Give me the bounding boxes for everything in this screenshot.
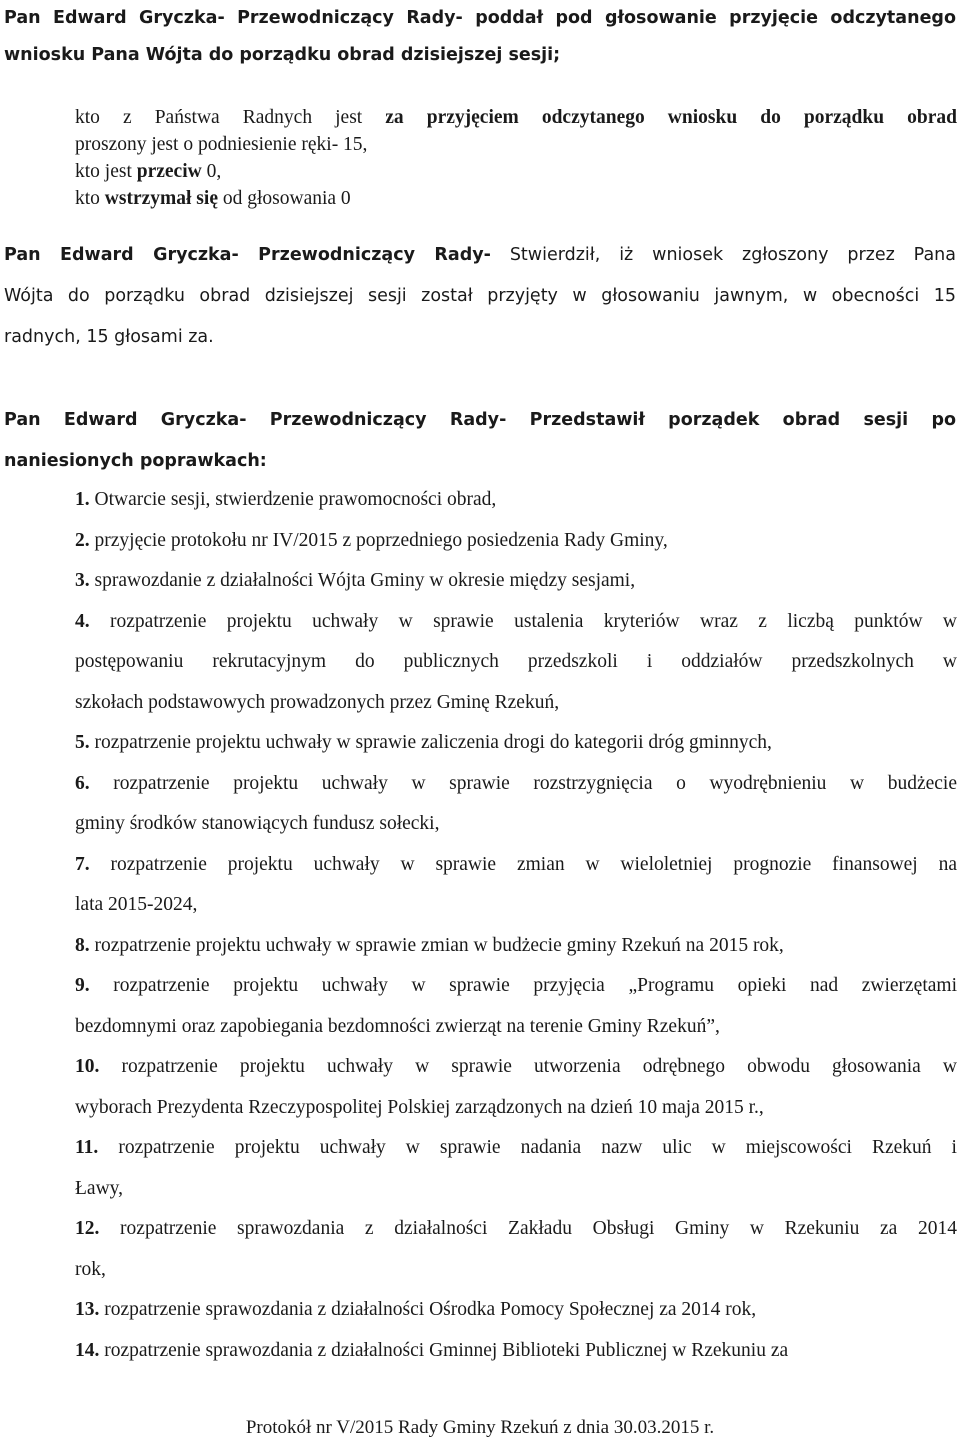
agenda-item (75, 602, 957, 724)
page-footer: Protokół nr V/2015 Rady Gminy Rzekuń z dnia 30.03.2015 r. (245, 1417, 715, 1438)
agenda-item-number: 4. (75, 610, 111, 632)
result-line-1 (4, 235, 956, 276)
agenda-item-number: 12. (75, 1218, 121, 1239)
agenda-item-number: 9. (75, 975, 114, 996)
agenda-item (75, 1209, 957, 1290)
agenda-item-number: 13. (75, 1299, 105, 1320)
vote-against-label: przeciw (136, 161, 202, 182)
agenda-item-text: Otwarcie sesji, stwierdzenie prawomocności obrad, (94, 489, 497, 510)
agenda-item-number: 8. (75, 934, 95, 956)
agenda-list (75, 480, 957, 1371)
vote-line-3-text: kto jest (75, 161, 137, 182)
agenda-item-number: 2. (75, 529, 95, 551)
agenda-item-line (75, 1250, 957, 1291)
agenda-item (75, 1128, 957, 1209)
agenda-intro-line-2: naniesionych poprawkach: (4, 450, 267, 471)
agenda-item-text: rozpatrzenie projektu uchwały w sprawie utworzenia odrębnego obwodu głosowania w (121, 1056, 958, 1077)
agenda-item-line (75, 521, 957, 562)
agenda-item-number: 10. (75, 1056, 122, 1077)
agenda-item (75, 723, 957, 764)
agenda-intro-line-1 (4, 400, 956, 441)
agenda-item-line (75, 926, 957, 967)
agenda-item (75, 561, 957, 602)
result-speaker: Pan Edward Gryczka- Przewodniczący Rady- (4, 245, 491, 265)
agenda-item-number: 7. (75, 853, 111, 875)
agenda-item-line (75, 1290, 957, 1331)
agenda-item-line (75, 1169, 957, 1210)
agenda-item-text: rozpatrzenie projektu uchwały w sprawie ustalenia kryteriów wraz z liczbą punktów w (110, 610, 957, 632)
agenda-item-line (75, 1007, 957, 1048)
agenda-item (75, 1331, 957, 1372)
agenda-item-text: Ławy, (75, 1177, 124, 1199)
vote-block (75, 104, 957, 212)
agenda-item-text: wyborach Prezydenta Rzeczypospolitej Polskiej zarządzonych na dzień 10 maja 2015 r., (75, 1096, 764, 1118)
agenda-item-text: rozpatrzenie projektu uchwały w sprawie nadania nazw ulic w miejscowości Rzekuń i (118, 1137, 957, 1158)
agenda-item-text: postępowaniu rekrutacyjnym do publicznych przedszkoli i oddziałów przedszkolnych w (75, 651, 957, 672)
agenda-item (75, 966, 957, 1047)
vote-abstain-count: od głosowania 0 (217, 188, 351, 209)
intro-paragraph (4, 0, 956, 74)
agenda-item-line (75, 804, 957, 845)
result-paragraph (4, 235, 956, 358)
agenda-item-line (75, 1128, 957, 1169)
agenda-item-text: rozpatrzenie sprawozdania z działalności Zakładu Obsługi Gminy w Rzekuniu za 2014 (120, 1218, 957, 1239)
agenda-item-text: bezdomnymi oraz zapobiegania bezdomności zwierząt na terenie Gminy Rzekuń”, (75, 1015, 720, 1037)
agenda-item-text: rozpatrzenie projektu uchwały w sprawie zaliczenia drogi do kategorii dróg gminnych, (94, 732, 772, 753)
agenda-item-line (75, 1088, 957, 1129)
agenda-item-line (75, 764, 957, 805)
agenda-item-number: 1. (75, 489, 95, 510)
intro-line-2: wniosku Pana Wójta do porządku obrad dzisiejszej sesji; (4, 45, 561, 65)
vote-line-3 (75, 158, 957, 185)
vote-line-4 (75, 185, 957, 212)
agenda-item-line (75, 561, 957, 602)
agenda-intro (4, 400, 956, 481)
agenda-item-line (75, 602, 957, 643)
agenda-item-number: 14. (75, 1339, 105, 1361)
agenda-item (75, 926, 957, 967)
agenda-item-line (75, 1209, 957, 1250)
agenda-item-line (75, 480, 957, 521)
agenda-item (75, 845, 957, 926)
result-line-2: Wójta do porządku obrad dzisiejszej sesji został przyjęty w głosowaniu jawnym, w obecności 15 (4, 286, 956, 306)
agenda-item-line (75, 723, 957, 764)
agenda-item (75, 1290, 957, 1331)
vote-line-1 (75, 104, 957, 131)
agenda-item-text: przyjęcie protokołu nr IV/2015 z poprzedniego posiedzenia Rady Gminy, (94, 529, 668, 551)
agenda-item (75, 764, 957, 845)
agenda-item-line (75, 1331, 957, 1372)
vote-abstain-label: wstrzymał się (104, 188, 218, 209)
agenda-item-line (75, 1047, 957, 1088)
agenda-item-line (75, 885, 957, 926)
result-line-3: radnych, 15 głosami za. (4, 327, 214, 347)
agenda-item-number: 5. (75, 732, 95, 753)
agenda-item-line (75, 642, 957, 683)
agenda-item-text: rozpatrzenie projektu uchwały w sprawie zmian w budżecie gminy Rzekuń na 2015 rok, (94, 934, 784, 956)
agenda-item-text: rok, (75, 1258, 106, 1280)
agenda-item-line (75, 845, 957, 886)
vote-line-4-text: kto (75, 188, 105, 209)
result-line-1-text: Stwierdził, iż wniosek zgłoszony przez Pana (490, 245, 956, 265)
agenda-item-text: szkołach podstawowych prowadzonych przez Gminę Rzekuń, (75, 691, 560, 713)
agenda-item-text: rozpatrzenie projektu uchwały w sprawie przyjęcia „Programu opieki nad zwierzętami (113, 975, 957, 996)
vote-line-1-bold: za przyjęciem odczytanego wniosku do porządku obrad (385, 107, 957, 128)
agenda-item-text: rozpatrzenie projektu uchwały w sprawie rozstrzygnięcia o wyodrębnieniu w budżecie (113, 772, 958, 794)
agenda-item-text: gminy środków stanowiących fundusz sołecki, (75, 813, 440, 834)
agenda-item-text: rozpatrzenie sprawozdania z działalności Ośrodka Pomocy Społecznej za 2014 rok, (104, 1299, 757, 1320)
agenda-intro-speaker: Pan Edward Gryczka- Przewodniczący Rady- (4, 410, 507, 430)
agenda-item-text: rozpatrzenie sprawozdania z działalności Gminnej Biblioteki Publicznej w Rzekuniu za (104, 1339, 789, 1361)
agenda-item-line (75, 683, 957, 724)
agenda-item-number: 3. (75, 570, 95, 591)
agenda-item-number: 6. (75, 772, 114, 794)
agenda-item-line (75, 966, 957, 1007)
agenda-item-text: sprawozdanie z działalności Wójta Gminy w okresie między sesjami, (94, 570, 636, 591)
agenda-item-text: rozpatrzenie projektu uchwały w sprawie zmian w wieloletniej prognozie finansowej na (110, 853, 957, 875)
agenda-intro-line-1-text: Przedstawił porządek obrad sesji po (506, 410, 956, 430)
intro-line-1: Pan Edward Gryczka- Przewodniczący Rady- poddał pod głosowanie przyjęcie odczytanego (4, 8, 956, 28)
agenda-item-text: lata 2015-2024, (75, 894, 198, 915)
agenda-item (75, 521, 957, 562)
agenda-item-number: 11. (75, 1137, 119, 1158)
vote-line-2: proszony jest o podniesienie ręki- 15, (75, 134, 368, 155)
vote-against-count: 0, (201, 161, 222, 182)
vote-line-1-text: kto z Państwa Radnych jest (75, 107, 386, 128)
agenda-item (75, 480, 957, 521)
agenda-item (75, 1047, 957, 1128)
